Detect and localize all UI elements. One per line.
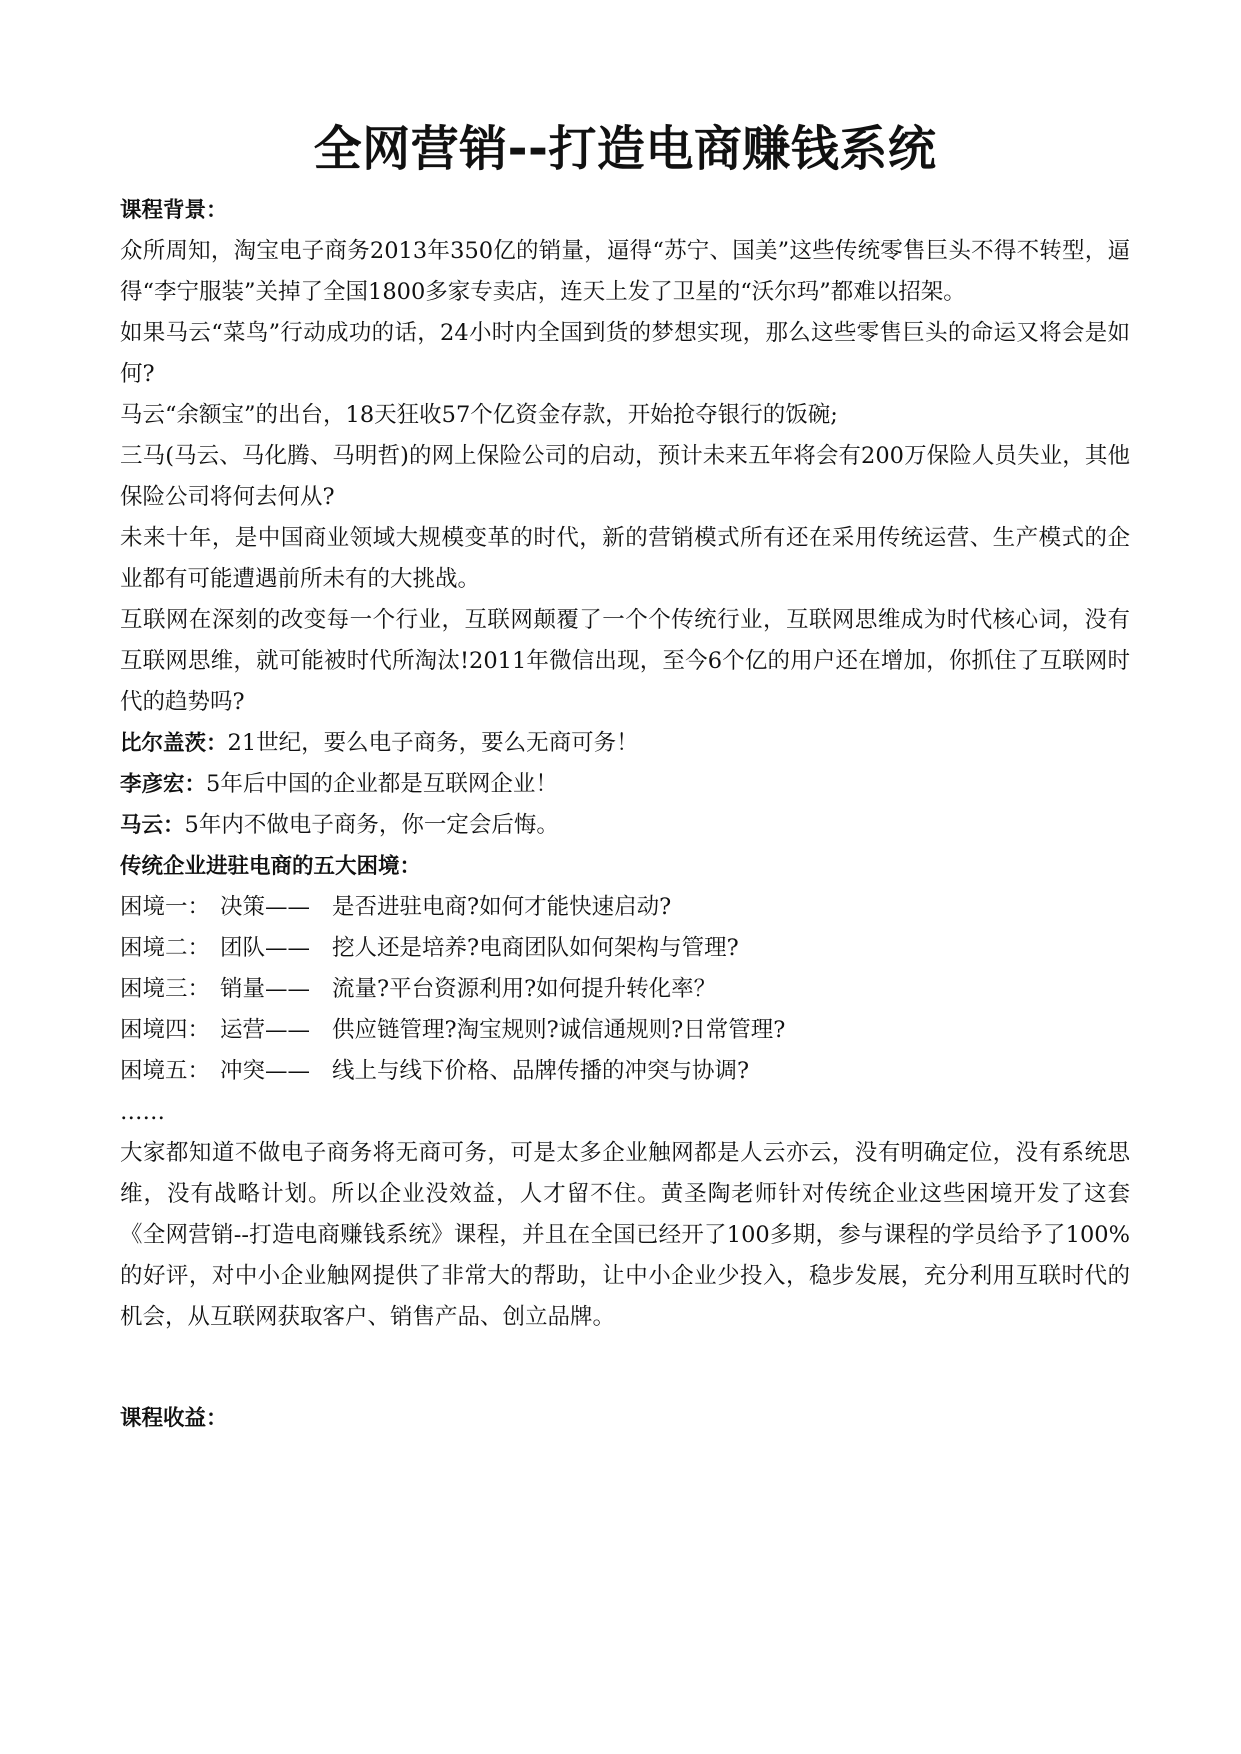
quote-text: 5年内不做电子商务，你一定会后悔。 — [184, 812, 559, 838]
quote — [120, 723, 1130, 764]
quote-text: 21世纪，要么电子商务，要么无商可务！ — [227, 730, 639, 756]
dilemma-topic: 销量—— — [220, 976, 311, 1002]
dilemma-label: 困境二： — [120, 935, 211, 961]
quote-text: 5年后中国的企业都是互联网企业！ — [206, 771, 558, 797]
dilemma-item — [120, 1051, 1130, 1092]
document-title: 全网营销--打造电商赚钱系统 — [313, 121, 937, 177]
ellipsis: …… — [120, 1099, 165, 1125]
quote — [120, 805, 1130, 846]
dilemma-label: 困境四： — [120, 1017, 211, 1043]
quote — [120, 764, 1130, 805]
paragraph: 马云“余额宝”的出台，18天狂收57个亿资金存款，开始抢夺银行的饭碗; — [120, 402, 838, 428]
paragraph: 三马(马云、马化腾、马明哲)的网上保险公司的启动，预计未来五年将会有200万保险人员失业，其他保险公司将何去何从? — [120, 443, 1130, 510]
blank-line — [120, 1338, 1130, 1398]
quote-author: 马云： — [120, 813, 185, 838]
quote-author: 李彦宏： — [120, 772, 207, 797]
paragraph: 未来十年，是中国商业领域大规模变革的时代，新的营销模式所有还在采用传统运营、生产模式的企业都有可能遭遇前所未有的大挑战。 — [120, 525, 1130, 592]
dilemma-item — [120, 887, 1130, 928]
dilemma-question: 供应链管理?淘宝规则?诚信通规则?日常管理? — [332, 1017, 786, 1043]
section-heading-benefits: 课程收益： — [120, 1406, 228, 1431]
dilemma-question: 流量?平台资源利用?如何提升转化率？ — [332, 976, 717, 1002]
paragraph: 如果马云“菜鸟”行动成功的话，24小时内全国到货的梦想实现，那么这些零售巨头的命运又将会是如何? — [120, 320, 1130, 387]
dilemma-label: 困境一： — [120, 894, 211, 920]
dilemma-label: 困境三： — [120, 976, 211, 1002]
dilemma-topic: 决策—— — [220, 894, 311, 920]
paragraph: 互联网在深刻的改变每一个行业，互联网颠覆了一个个传统行业，互联网思维成为时代核心词，没有互联网思维，就可能被时代所淘汰!2011年微信出现，至今6个亿的用户还在增加，你抓住了互联网时代的趋势吗? — [120, 607, 1130, 715]
dilemma-question: 挖人还是培养?电商团队如何架构与管理? — [332, 935, 739, 961]
dilemma-topic: 团队—— — [220, 935, 311, 961]
dilemma-question: 是否进驻电商?如何才能快速启动? — [332, 894, 672, 920]
dilemma-topic: 运营—— — [220, 1017, 311, 1043]
quote-author: 比尔盖茨： — [120, 731, 228, 756]
dilemma-label: 困境五： — [120, 1058, 211, 1084]
dilemma-item — [120, 969, 1130, 1010]
section-heading-dilemmas: 传统企业进驻电商的五大困境： — [120, 854, 422, 879]
dilemma-question: 线上与线下价格、品牌传播的冲突与协调? — [332, 1058, 750, 1084]
summary-paragraph: 大家都知道不做电子商务将无商可务，可是太多企业触网都是人云亦云，没有明确定位，没有系统思维，没有战略计划。所以企业没效益，人才留不住。黄圣陶老师针对传统企业这些困境开发了这套《全网营销--打造电商赚钱系统》课程，并且在全国已经开了100多期，参与课程的学员给予了100%的好评，对中小企业触网提供了非常大的帮助，让中小企业少投入，稳步发展，充分利用互联时代的机会，从互联网获取客户、销售产品、创立品牌。 — [120, 1140, 1130, 1330]
dilemma-topic: 冲突—— — [220, 1058, 311, 1084]
dilemma-item — [120, 1010, 1130, 1051]
section-heading-background: 课程背景： — [120, 198, 228, 223]
dilemma-item — [120, 928, 1130, 969]
document-body — [120, 190, 1130, 1439]
paragraph: 众所周知，淘宝电子商务2013年350亿的销量，逼得“苏宁、国美”这些传统零售巨头不得不转型，逼得“李宁服装”关掉了全国1800多家专卖店，连天上发了卫星的“沃尔玛”都难以招架。 — [120, 238, 1130, 305]
